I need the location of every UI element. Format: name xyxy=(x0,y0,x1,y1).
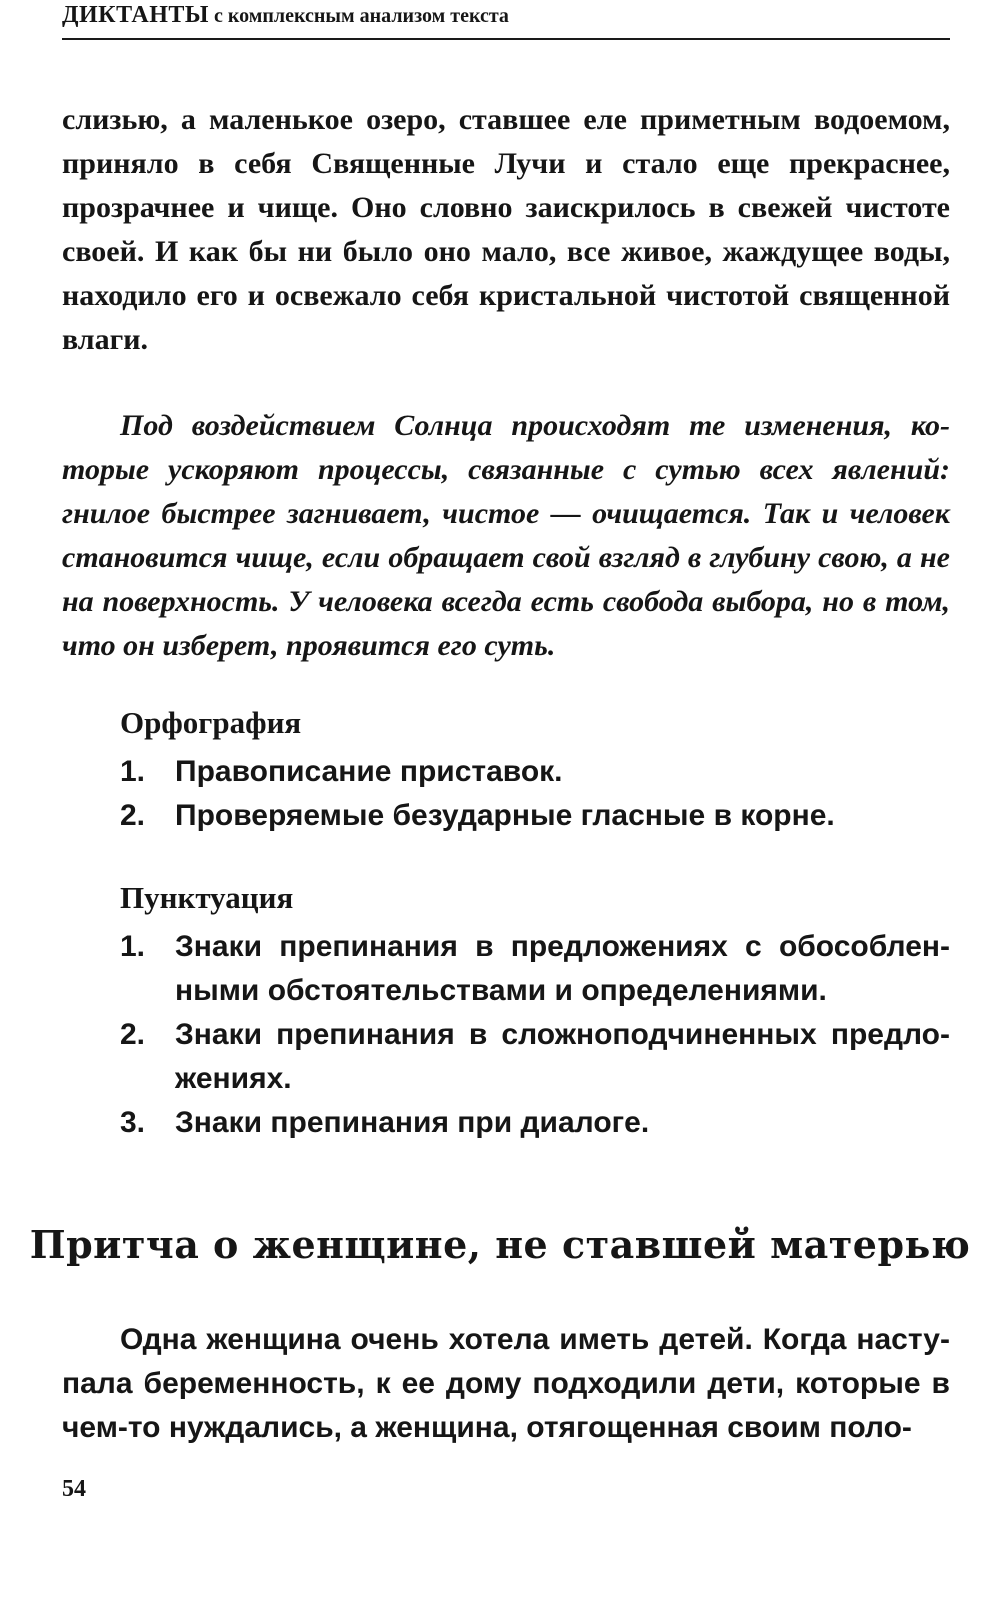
list-item-text: Знаки препинания при диалоге. xyxy=(175,1106,650,1139)
punctuation-list xyxy=(120,925,950,1145)
list-item-number: 1. xyxy=(120,930,146,963)
parable-title: Притча о женщине, не ставшей матерью xyxy=(29,1222,971,1267)
list-item-text: Знаки препинания в сложноподчиненных предложениях. xyxy=(175,1018,950,1095)
continued-paragraph xyxy=(62,98,950,362)
list-item xyxy=(120,750,950,794)
punctuation-heading: Пунктуация xyxy=(120,880,294,915)
list-item xyxy=(120,925,950,1013)
moral-paragraph xyxy=(62,404,950,668)
moral-text: Под воздействием Солнца происходят те изменения, которые ускоряют процессы, связанные с сутью всех явлений: гнилое быстрее загнивает, чистое — очищается. Так и человек становится чище, если обращает свой взгляд в глубину свою, а не на поверхность. У человека всегда есть свобода выбора, но в том, что он изберет, проявится его суть. xyxy=(62,409,950,662)
list-item-text: Знаки препинания в предложениях с обособленными обстоятельствами и определениями. xyxy=(175,930,950,1007)
list-item-number: 1. xyxy=(120,755,146,788)
list-item-text: Правописание приставок. xyxy=(175,755,563,788)
list-item-number: 2. xyxy=(120,799,146,832)
page-number: 54 xyxy=(62,1476,86,1502)
list-item xyxy=(120,794,950,838)
list-item-number: 3. xyxy=(120,1106,146,1139)
running-head-subtitle: с комплексным анализом текста xyxy=(213,5,509,27)
list-item xyxy=(120,1101,950,1145)
list-item-text: Проверяемые безударные гласные в корне. xyxy=(175,799,835,832)
header-rule xyxy=(62,38,950,40)
orthography-heading: Орфография xyxy=(120,705,302,740)
list-item-number: 2. xyxy=(120,1018,146,1051)
paragraph-text: слизью, а маленькое озеро, ставшее еле приметным водоемом, приняло в себя Священные Лучи и стало еще прекраснее, прозрачнее и чище. Оно словно заискрилось в свежей чистоте своей. И как бы ни было оно мало, все живое, жаждущее воды, находило его и освежало себя кристальной чистотой священной влаги. xyxy=(62,103,950,356)
parable-text: Одна женщина очень хотела иметь детей. Когда наступала беременность, к ее дому подходили дети, которые в чем-то нуждались, а женщина, отягощенная своим поло- xyxy=(62,1323,950,1444)
parable-paragraph xyxy=(62,1318,950,1450)
orthography-list xyxy=(120,750,950,838)
list-item xyxy=(120,1013,950,1101)
running-head xyxy=(62,2,509,29)
running-head-title: ДИКТАНТЫ xyxy=(62,2,209,28)
